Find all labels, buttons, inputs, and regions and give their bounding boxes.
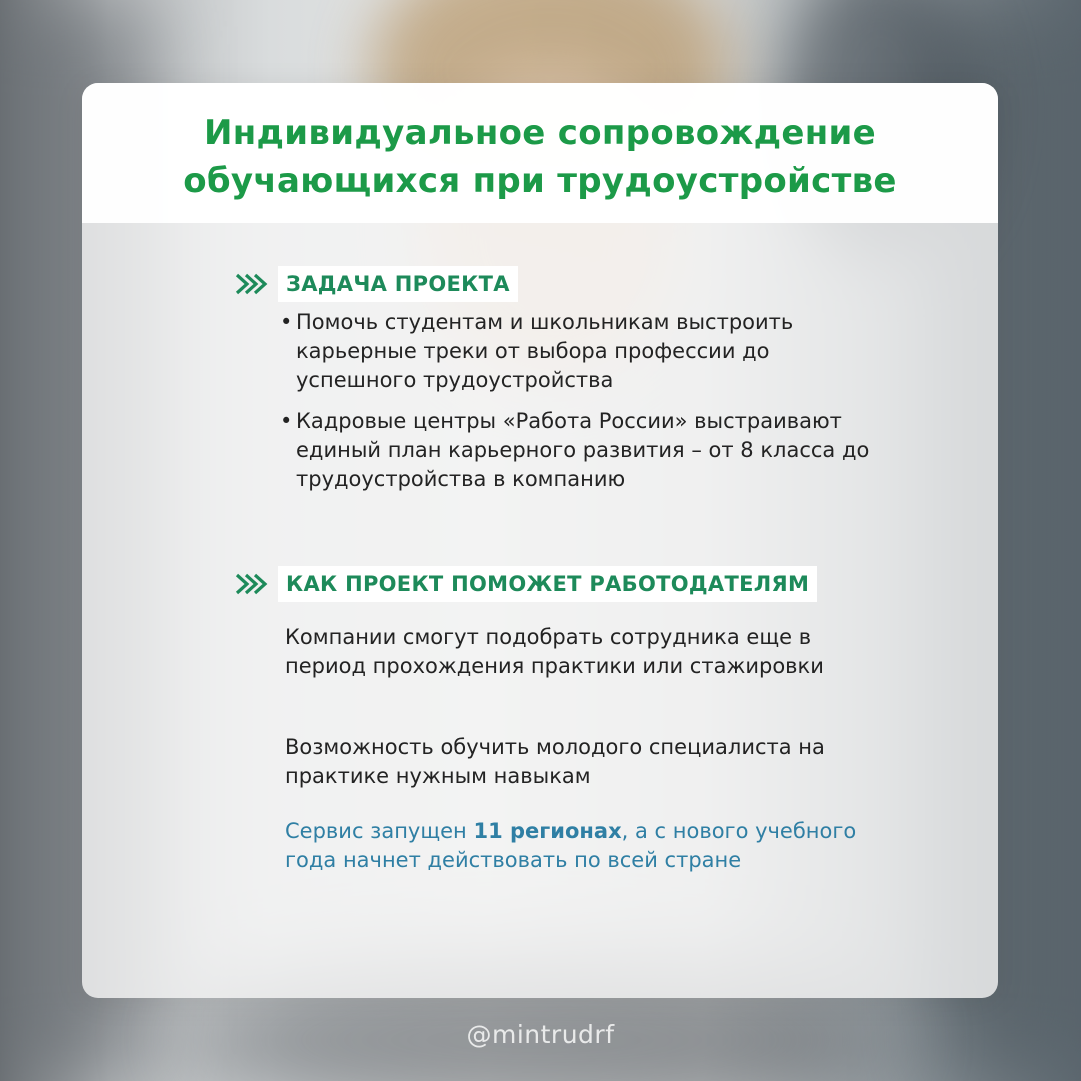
bullet-text: Помочь студентам и школьникам выстроить карьерные треки от выбора профессии до успешного трудоустройства — [296, 310, 794, 392]
section-heading-employers — [234, 566, 817, 602]
double-chevron-right-icon — [234, 572, 270, 596]
task-bullet-list — [280, 308, 880, 506]
page-title — [82, 109, 998, 205]
bullet-dot: • — [280, 409, 293, 433]
title-line-2: обучающихся при трудоустройстве — [183, 161, 897, 201]
social-handle: @mintrudrf — [466, 1020, 615, 1049]
note-highlight: 11 регионах — [473, 819, 622, 843]
title-line-1: Индивидуальное сопровождение — [204, 113, 876, 153]
employer-benefit-text: Возможность обучить молодого специалиста на практике нужным навыкам — [285, 735, 825, 788]
section-heading-label: ЗАДАЧА ПРОЕКТА — [278, 266, 518, 302]
list-item — [280, 407, 880, 494]
note-prefix: Сервис запущен — [285, 819, 474, 843]
note-suffix: , а с нового учебного года начнет действовать по всей стране — [285, 819, 857, 872]
bullet-text: Кадровые центры «Работа России» выстраивают единый план карьерного развития – от 8 класса до трудоустройства в компанию — [296, 409, 870, 491]
double-chevron-right-icon — [234, 272, 270, 296]
info-card — [82, 83, 998, 998]
employer-benefit-text: Компании смогут подобрать сотрудника еще в период прохождения практики или стажировки — [285, 625, 824, 678]
service-launch-note — [285, 817, 885, 875]
section-heading-label: КАК ПРОЕКТ ПОМОЖЕТ РАБОТОДАТЕЛЯМ — [278, 566, 817, 602]
list-item — [280, 308, 880, 395]
section-heading-task — [234, 266, 518, 302]
bullet-dot: • — [280, 310, 293, 334]
